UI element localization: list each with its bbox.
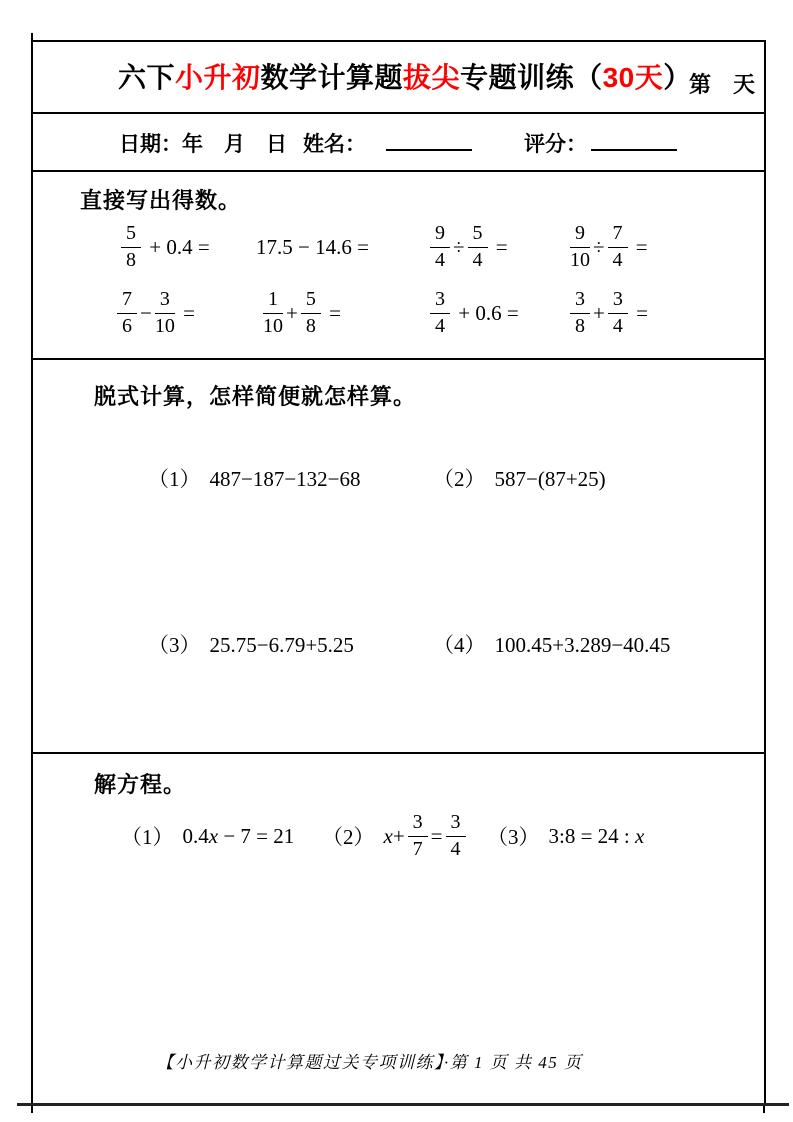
title-segment: 专题训练（	[460, 62, 603, 93]
section3-heading: 解方程。	[94, 772, 187, 797]
problem-expression: 587−(87+25)	[494, 467, 606, 491]
problem-number: （3）	[148, 633, 201, 657]
math-problem	[567, 284, 648, 342]
problem-expression	[183, 824, 295, 849]
fraction: $\frac{3}{4}$	[608, 289, 628, 337]
math-text: =	[630, 300, 648, 325]
math-problem	[256, 218, 369, 276]
math-text: + 0.4 =	[144, 234, 210, 259]
problem-number: （3）	[487, 825, 540, 849]
math-text: 17.5 − 14.6 =	[256, 234, 369, 259]
fraction: $\frac{9}{10}$	[570, 222, 590, 271]
math-text: −	[140, 300, 152, 325]
fraction: $\frac{3}{10}$	[154, 288, 175, 337]
math-text: ÷	[593, 234, 605, 259]
math-text: +	[392, 823, 405, 848]
math-text: x	[383, 823, 393, 848]
fraction: $\frac{5}{4}$	[468, 223, 488, 271]
math-text: x	[635, 823, 645, 848]
fraction: $\frac{1}{10}$	[263, 288, 283, 337]
problem-number: （1）	[148, 467, 201, 491]
date-label: 日期：年 月 日	[119, 133, 287, 156]
problem-expression: 487−187−132−68	[209, 467, 361, 491]
math-text: =	[490, 234, 508, 259]
fraction: $\frac{3}{4}$	[430, 289, 450, 337]
page-title	[118, 56, 692, 96]
math-problem	[121, 806, 294, 866]
name-label: 姓名：	[303, 133, 366, 156]
math-text: =	[323, 300, 341, 325]
math-text: +	[286, 300, 298, 325]
math-problem	[412, 604, 670, 684]
math-problem	[114, 284, 195, 342]
math-problem	[427, 218, 508, 276]
score-blank-line	[591, 149, 677, 151]
title-segment: 30天	[602, 62, 664, 93]
math-problem	[412, 438, 606, 518]
fraction: $\frac{3}{4}$	[446, 812, 466, 860]
math-problem	[567, 218, 648, 276]
day-blank-label: 第 天	[689, 72, 756, 97]
title-segment: 小升初	[175, 62, 261, 93]
fraction: $\frac{7}{6}$	[117, 289, 137, 337]
fraction: $\frac{3}{7}$	[408, 812, 428, 860]
problem-number: （4）	[433, 633, 486, 657]
score-label: 评分：	[524, 133, 587, 156]
divider-info-section1	[31, 170, 766, 172]
title-segment: 数学计算题	[260, 62, 404, 93]
math-text: 3:8 = 24 :	[548, 823, 636, 848]
problem-expression	[384, 812, 469, 860]
math-problem	[487, 806, 644, 866]
divider-section2-section3	[31, 752, 766, 754]
title-segment: 拔尖	[403, 62, 461, 93]
border-extension	[31, 33, 33, 41]
problem-number: （2）	[433, 467, 486, 491]
math-text: ÷	[453, 234, 465, 259]
fraction: $\frac{9}{4}$	[430, 223, 450, 271]
math-text: +	[593, 300, 605, 325]
title-segment: 六下	[118, 62, 176, 93]
divider-section1-section2	[31, 358, 766, 360]
border-extension	[763, 1106, 765, 1113]
math-problem	[322, 806, 469, 866]
math-text: =	[177, 300, 195, 325]
math-text: =	[430, 823, 443, 848]
section2-heading: 脱式计算，怎样简便就怎样算。	[94, 384, 417, 409]
page-bottom-rule	[17, 1103, 789, 1106]
math-problem	[260, 284, 341, 342]
fraction: $\frac{5}{8}$	[121, 223, 141, 271]
math-text: − 7 = 21	[218, 823, 295, 848]
math-problem	[127, 438, 361, 518]
problem-expression: 100.45+3.289−40.45	[494, 633, 671, 657]
problem-expression: 25.75−6.79+5.25	[209, 633, 354, 657]
name-blank-line	[386, 149, 472, 151]
divider-title-info	[31, 112, 766, 114]
border-extension	[31, 1106, 33, 1113]
title-segment: ）	[663, 62, 692, 93]
info-row	[119, 128, 677, 158]
math-text: + 0.6 =	[453, 300, 519, 325]
math-problem	[118, 218, 210, 276]
section1-heading: 直接写出得数。	[80, 188, 242, 213]
problem-expression	[549, 824, 645, 849]
problem-number: （2）	[322, 825, 375, 849]
fraction: $\frac{5}{8}$	[301, 289, 321, 337]
fraction: $\frac{7}{4}$	[608, 223, 628, 271]
math-problem	[127, 604, 354, 684]
math-text: =	[630, 234, 648, 259]
math-problem	[427, 284, 519, 342]
page-footer: 【小升初数学计算题过关专项训练】·第 1 页 共 45 页	[156, 1053, 583, 1072]
problem-number: （1）	[121, 825, 174, 849]
fraction: $\frac{3}{8}$	[570, 289, 590, 337]
math-text: 0.4	[182, 823, 209, 848]
math-text: x	[208, 823, 219, 848]
